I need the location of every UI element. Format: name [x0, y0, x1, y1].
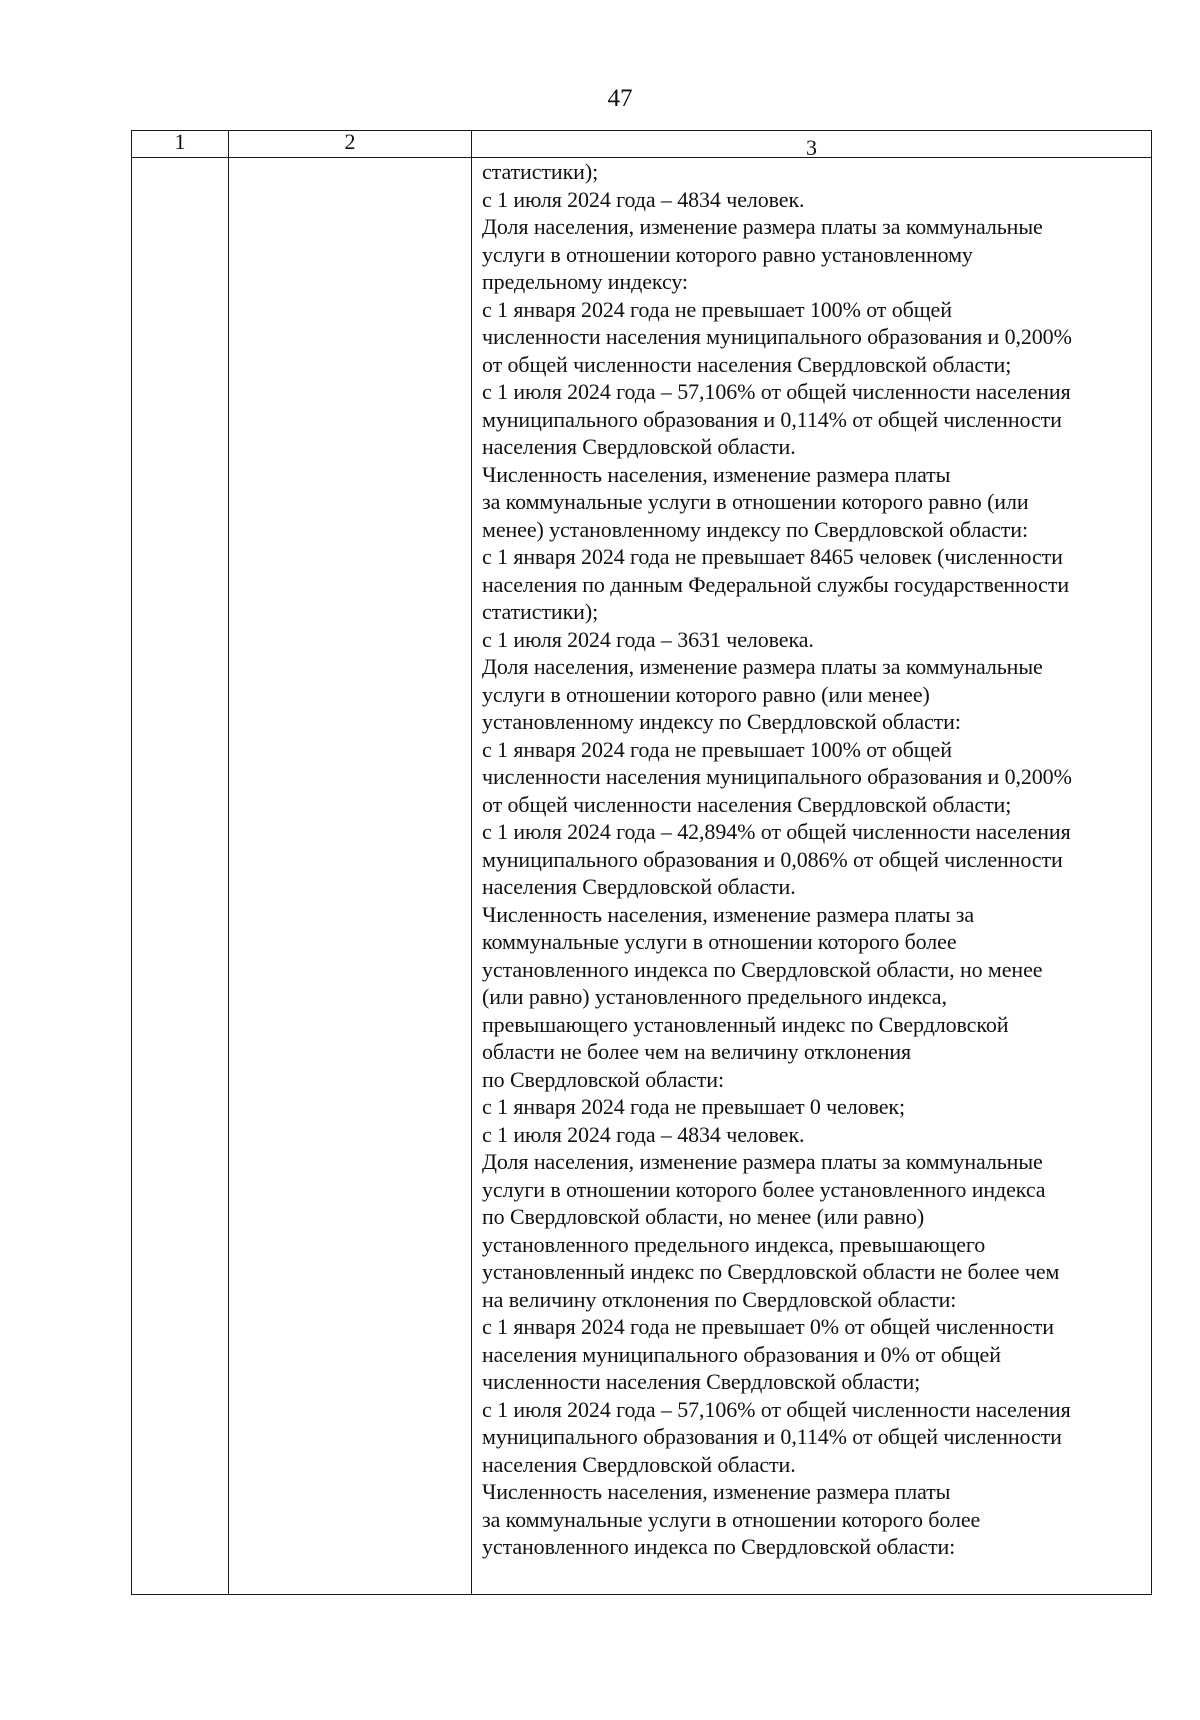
text-line: с 1 января 2024 года не превышает 0% от общей численности [482, 1314, 1054, 1339]
text-line: от общей численности населения Свердловской области; [482, 351, 1012, 377]
text-line: населения муниципального образования и 0% от общей [482, 1341, 1001, 1367]
text-line: статистики); [482, 159, 599, 184]
text-line: населения Свердловской области. [482, 1451, 796, 1477]
body-cell-3 [472, 158, 1152, 1595]
text-line: численности населения муниципального образования и 0,200% [482, 324, 1072, 349]
text-line: численности населения муниципального образования и 0,200% [482, 764, 1072, 789]
text-line: Доля населения, изменение размера платы за коммунальные [482, 214, 1043, 239]
text-line: установленному индексу по Свердловской области: [482, 709, 961, 734]
text-line: с 1 января 2024 года не превышает 100% от общей [482, 296, 952, 322]
header-label-3: 3 [806, 135, 817, 160]
document-table [131, 130, 1152, 1595]
text-line: на величину отклонения по Свердловской области: [482, 1286, 957, 1312]
header-cell-2 [229, 131, 472, 158]
text-line: менее) установленному индексу по Свердловской области: [482, 516, 1028, 542]
table-header-row [132, 131, 1152, 158]
body-cell-1 [132, 158, 229, 1595]
text-line: Численность населения, изменение размера платы [482, 1479, 951, 1504]
text-line: области не более чем на величину отклонения [482, 1039, 912, 1064]
text-line: за коммунальные услуги в отношении которого равно (или [482, 489, 1029, 514]
text-line: с 1 января 2024 года не превышает 100% от общей [482, 736, 952, 762]
text-line: услуги в отношении которого равно установленному [482, 241, 973, 267]
text-line: Численность населения, изменение размера платы за [482, 901, 975, 927]
text-line: с 1 июля 2024 года – 3631 человека. [482, 626, 814, 652]
text-line: по Свердловской области: [482, 1066, 724, 1092]
text-line: численности населения Свердловской области; [482, 1369, 921, 1394]
body-cell-2 [229, 158, 472, 1595]
text-line: муниципального образования и 0,114% от общей численности [482, 406, 1062, 432]
text-line: с 1 июля 2024 года – 4834 человек. [482, 1121, 805, 1147]
text-line: муниципального образования и 0,114% от общей численности [482, 1424, 1062, 1449]
text-line: от общей численности населения Свердловской области; [482, 791, 1012, 817]
text-line: установленного индекса по Свердловской области, но менее [482, 956, 1043, 982]
text-line: населения по данным Федеральной службы государственности [482, 571, 1070, 597]
text-line: услуги в отношении которого более установленного индекса [482, 1176, 1046, 1202]
header-label-1: 1 [174, 129, 186, 154]
header-cell-3 [472, 131, 1152, 158]
text-line: с 1 июля 2024 года – 4834 человек. [482, 186, 805, 212]
text-line: Численность населения, изменение размера платы [482, 461, 951, 487]
text-line: с 1 января 2024 года не превышает 0 человек; [482, 1094, 905, 1119]
text-line: муниципального образования и 0,086% от общей численности [482, 846, 1063, 872]
text-line: установленный индекс по Свердловской области не более чем [482, 1259, 1060, 1284]
text-line: установленного предельного индекса, превышающего [482, 1231, 986, 1257]
text-line: за коммунальные услуги в отношении которого более [482, 1506, 981, 1532]
text-line: населения Свердловской области. [482, 874, 796, 899]
page-number: 47 [607, 85, 633, 112]
text-line: по Свердловской области, но менее (или равно) [482, 1204, 925, 1229]
table-row [132, 158, 1152, 1595]
text-line: с 1 января 2024 года не превышает 8465 человек (численности [482, 544, 1063, 569]
header-cell-1 [132, 131, 229, 158]
text-line: услуги в отношении которого равно (или менее) [482, 681, 930, 707]
text-line: населения Свердловской области. [482, 434, 796, 459]
column-3-text [472, 158, 1151, 1561]
text-line: установленного индекса по Свердловской области: [482, 1534, 956, 1559]
text-line: (или равно) установленного предельного индекса, [482, 984, 947, 1009]
text-line: превышающего установленный индекс по Свердловской [482, 1011, 1009, 1037]
text-line: Доля населения, изменение размера платы за коммунальные [482, 1149, 1043, 1174]
text-line: с 1 июля 2024 года – 57,106% от общей численности населения [482, 379, 1071, 404]
text-line: коммунальные услуги в отношении которого более [482, 929, 957, 954]
text-line: предельному индексу: [482, 269, 688, 294]
text-line: с 1 июля 2024 года – 42,894% от общей численности населения [482, 819, 1071, 844]
text-line: статистики); [482, 599, 599, 624]
header-label-2: 2 [344, 129, 356, 154]
text-line: с 1 июля 2024 года – 57,106% от общей численности населения [482, 1396, 1071, 1422]
text-line: Доля населения, изменение размера платы за коммунальные [482, 654, 1043, 679]
